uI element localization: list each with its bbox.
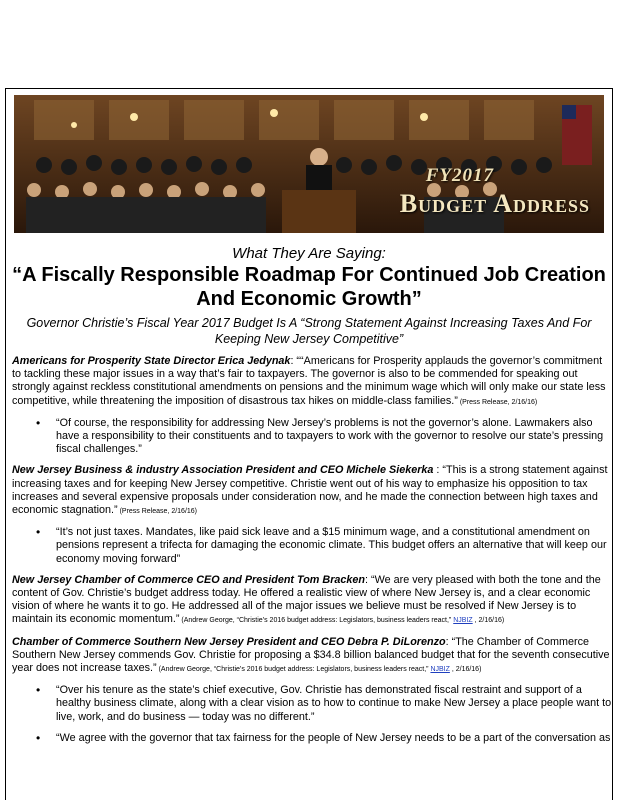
citation: (Andrew George, “Christie’s 2016 budget address: Legislators, business leaders react,” bbox=[156, 666, 431, 674]
quote-text: : “We are very pleased with both the tone and the content of Gov. Christie’s budget address today. He offered a realistic view of where New Jersey is, and a clear economic vision of where he wants it to go. He addressed all of the major issues we believe must be resolved if New Jersey is to maintain its economic momentum.” bbox=[12, 573, 601, 626]
header-block bbox=[6, 245, 612, 347]
subhead: Governor Christie’s Fiscal Year 2017 Budget Is A “Strong Statement Against Increasing Taxes And For Keeping New Jersey Competitive” bbox=[26, 316, 592, 346]
bullet-text: “It’s not just taxes. Mandates, like paid sick leave and a $15 minimum wage, and a constitutional amendment on pensions represent a trifecta for damaging the economic climate. This budget offers an alternative that will keep our economy moving forward” bbox=[56, 526, 607, 565]
speaker-name: Chamber of Commerce Southern New Jersey President and CEO Debra P. DiLorenzo bbox=[12, 635, 446, 648]
speaker-name: Americans for Prosperity State Director Erica Jedynak bbox=[12, 355, 291, 367]
quote-text: : “The Chamber of Commerce Southern New Jersey commends Gov. Christie for proposing a $34.8 billion balanced budget that for the seventh consecutive year does not increase taxes.” bbox=[12, 635, 610, 675]
bullet-quote bbox=[12, 417, 612, 457]
citation-date: , 2/16/16) bbox=[472, 617, 505, 625]
banner-image bbox=[14, 95, 604, 233]
bullet-text: “Over his tenure as the state’s chief executive, Gov. Christie has demonstrated fiscal restraint and support of a healthy business climate, along with a clear vision as to how to continue to make New Jersey a place people want to live, work, and do business — today was no different.” bbox=[56, 684, 612, 723]
bullet-icon: • bbox=[36, 525, 41, 540]
banner-title: Budget Address bbox=[399, 189, 590, 218]
bullet-text: “Of course, the responsibility for addressing New Jersey’s problems is not the governor’s alone. Lawmakers also have a responsibility to their constituents and to taxpayers to work with the governor to resolve our state’s pressing fiscal challenges.” bbox=[56, 416, 604, 456]
bullet-icon: • bbox=[36, 415, 41, 430]
bullet-icon: • bbox=[36, 730, 41, 745]
kicker: What They Are Saying: bbox=[232, 245, 386, 262]
bullet-text: “We agree with the governor that tax fairness for the people of New Jersey needs to be a part of the conversation as bbox=[56, 731, 611, 744]
bullet-icon: • bbox=[36, 683, 41, 698]
quote-text: : “This is a strong statement against increasing taxes and for keeping New Jersey competitive. Christie went out of his way to emphasize his opposition to tax increases and several expensive proposals under consideration now, and he made the connection between high taxes and economic stagnation.” bbox=[12, 464, 608, 517]
bullet-quote bbox=[12, 732, 612, 745]
citation: (Press Release, 2/16/16) bbox=[117, 508, 198, 516]
quote-text: : ““Americans for Prosperity applauds the governor’s commitment to tackling these major issues in a way that’s fair to taxpayers. The governor is also to be commended for speaking out strongly against reckless constitutional amendments on pensions and the minimum wage which will only make our state less competitive, while threatening the imposition of disastrous tax hikes on middle-class families.” bbox=[12, 355, 606, 407]
bullet-quote bbox=[12, 684, 612, 724]
quote-njbia bbox=[12, 464, 612, 518]
quotes-list bbox=[12, 355, 612, 753]
citation: (Andrew George, “Christie’s 2016 budget address: Legislators, business leaders react,” bbox=[179, 617, 454, 625]
njbiz-link[interactable]: NJBIZ bbox=[453, 617, 473, 625]
quote-ccsnj bbox=[12, 636, 612, 677]
citation-date: , 2/16/16) bbox=[449, 666, 482, 674]
citation: (Press Release, 2/16/16) bbox=[457, 398, 538, 406]
headline: “A Fiscally Responsible Roadmap For Continued Job Creation And Economic Growth” bbox=[12, 264, 606, 310]
njbiz-link[interactable]: NJBIZ bbox=[430, 666, 450, 674]
document-page bbox=[5, 88, 613, 800]
speaker-name: New Jersey Business & industry Association President and CEO Michele Siekerka bbox=[12, 464, 434, 477]
quote-afp bbox=[12, 355, 612, 409]
speaker-name: New Jersey Chamber of Commerce CEO and President Tom Bracken bbox=[12, 573, 366, 586]
bullet-quote bbox=[12, 526, 612, 566]
quote-njcc bbox=[12, 574, 612, 628]
banner-fiscal-year: FY2017 bbox=[425, 165, 494, 186]
